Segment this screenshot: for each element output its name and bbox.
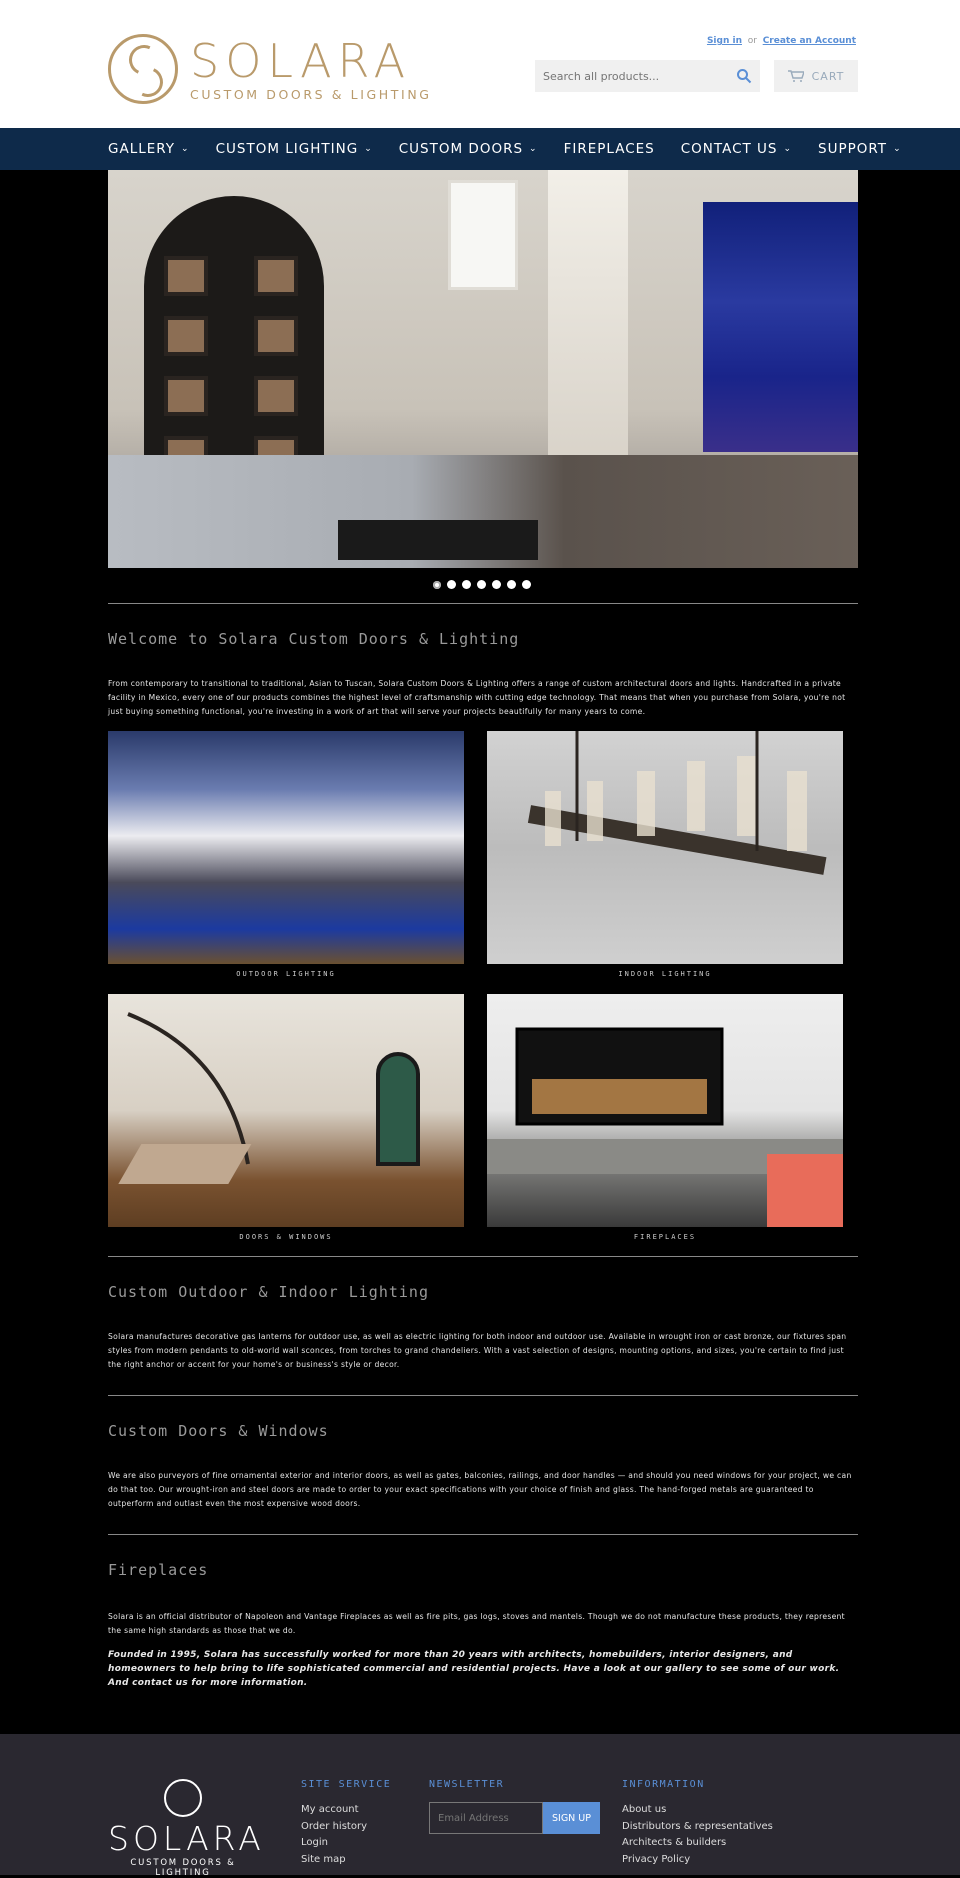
nav-label: CONTACT US	[680, 141, 778, 157]
hero-staircase	[548, 170, 628, 490]
fireplaces-title: Fireplaces	[108, 1561, 209, 1579]
or-text: or	[747, 36, 757, 46]
footer-link-my-account[interactable]: My account	[301, 1804, 359, 1815]
doors-windows-caption[interactable]: DOORS & WINDOWS	[239, 1233, 333, 1241]
search-bar	[535, 60, 760, 92]
divider	[108, 1256, 858, 1257]
outdoor-lighting-tile[interactable]	[108, 731, 464, 964]
slider-dot[interactable]	[477, 580, 486, 589]
slider-dot[interactable]	[507, 580, 516, 589]
logo-mark-icon	[108, 34, 178, 104]
sign-in-link[interactable]: Sign in	[706, 36, 742, 46]
footer-logo[interactable]	[108, 1779, 265, 1878]
site-footer	[0, 1734, 960, 1878]
newsletter-form	[429, 1802, 600, 1834]
doors-image	[108, 994, 464, 1227]
logo-mark-icon	[164, 1779, 202, 1817]
lighting-title: Custom Outdoor & Indoor Lighting	[108, 1283, 429, 1301]
chandelier-image	[487, 731, 843, 964]
slider-dots	[433, 580, 537, 589]
divider	[108, 1534, 858, 1535]
welcome-body: From contemporary to transitional to traditional, Asian to Tuscan, Solara Custom Doors & Lighting offers a range of custom architectural doors and lights. Handcrafted in a private facility in Mexico, every one of our products combines the highest level of craftsmanship with cutting edge technology. That means that when you purchase from Solara, you're not just buying something functional, you're investing in a work of art that will serve your projects beautifully for many years to come.	[108, 679, 846, 716]
footer-link-privacy[interactable]: Privacy Policy	[622, 1853, 691, 1865]
nav-gallery[interactable]	[108, 141, 190, 157]
nav-custom-doors[interactable]	[399, 141, 538, 157]
slider-dot[interactable]	[462, 580, 471, 589]
nav-label: FIREPLACES	[563, 141, 655, 157]
search-input[interactable]	[543, 70, 723, 83]
chevron-down-icon: ⌄	[529, 144, 538, 154]
hero-window	[448, 180, 518, 290]
newsletter-heading: NEWSLETTER	[429, 1779, 505, 1790]
fireplaces-caption[interactable]: FIREPLACES	[633, 1233, 697, 1241]
information-heading: INFORMATION	[622, 1779, 705, 1790]
footer-link-about-us[interactable]: About us	[622, 1804, 667, 1815]
fireplaces-body: Solara is an official distributor of Napoleon and Vantage Fireplaces as well as fire pits, gas logs, stoves and mantels. Though we do not manufacture these products, they represent the same high standards as those that we do.	[108, 1612, 845, 1635]
outdoor-lighting-caption[interactable]: OUTDOOR LIGHTING	[236, 970, 336, 978]
hero-slide-image[interactable]	[108, 170, 858, 568]
nav-custom-lighting[interactable]	[216, 141, 373, 157]
logo-tagline: CUSTOM DOORS & LIGHTING	[190, 86, 432, 102]
doors-title: Custom Doors & Windows	[108, 1422, 329, 1440]
hero-table	[338, 520, 538, 560]
footer-link-site-map[interactable]: Site map	[301, 1853, 346, 1865]
nav-label: SUPPORT	[818, 141, 888, 157]
hero-artwork	[703, 202, 858, 452]
slider-dot[interactable]	[522, 580, 531, 589]
slider-dot[interactable]	[447, 580, 456, 589]
nav-label: CUSTOM DOORS	[398, 141, 524, 157]
cart-icon	[788, 70, 804, 82]
information-column	[622, 1779, 773, 1868]
slider-dot[interactable]	[492, 580, 501, 589]
footer-logo-tagline: CUSTOM DOORS & LIGHTING	[130, 1858, 236, 1878]
chevron-down-icon: ⌄	[364, 144, 373, 154]
site-service-heading: SITE SERVICE	[301, 1779, 392, 1790]
nav-label: GALLERY	[108, 141, 176, 157]
cart-label: CART	[811, 69, 845, 83]
nav-contact-us[interactable]	[681, 141, 792, 157]
indoor-lighting-caption[interactable]: INDOOR LIGHTING	[618, 970, 712, 978]
footer-link-architects[interactable]: Architects & builders	[622, 1837, 727, 1848]
chevron-down-icon: ⌄	[181, 144, 190, 154]
newsletter-email-input[interactable]	[429, 1802, 543, 1834]
divider	[108, 603, 858, 604]
slider-dot[interactable]	[433, 581, 441, 589]
chevron-down-icon: ⌄	[783, 144, 793, 154]
doors-body: We are also purveyors of fine ornamental exterior and interior doors, as well as gates, balconies, railings, and door handles — and should you need windows for your project, we can do that too. Our wrought-iron and steel doors are made to order to your exact specifications with your choice of finish and glass. The hand-forged metals are guaranteed to outperform and outlast even the most expensive wood doors.	[108, 1471, 852, 1508]
site-logo[interactable]	[108, 34, 432, 104]
nav-support[interactable]	[818, 141, 902, 157]
lighting-body: Solara manufactures decorative gas lanterns for outdoor use, as well as electric lighting for both indoor and outdoor use. Available in wrought iron or cast bronze, our fixtures span styles from modern pendants to old-world wall sconces, from torches to grand chandeliers. With a vast selection of designs, mounting options, and sizes, you're certain to find just the right anchor or accent for your home's or business's style or decor.	[108, 1332, 847, 1369]
footer-link-login[interactable]: Login	[301, 1837, 328, 1848]
account-links	[707, 36, 856, 46]
nav-label: CUSTOM LIGHTING	[215, 141, 359, 157]
chevron-down-icon: ⌄	[893, 144, 902, 154]
nav-fireplaces[interactable]	[564, 141, 655, 157]
newsletter-column	[429, 1779, 600, 1834]
logo-name: SOLARA	[190, 33, 412, 88]
site-service-column	[301, 1779, 391, 1868]
fireplaces-tile[interactable]	[487, 994, 843, 1227]
footer-link-distributors[interactable]: Distributors & representatives	[622, 1820, 773, 1832]
site-header	[0, 0, 960, 128]
divider	[108, 1395, 858, 1396]
main-nav	[0, 128, 960, 170]
search-icon[interactable]	[736, 68, 752, 84]
welcome-title: Welcome to Solara Custom Doors & Lighting	[108, 630, 520, 648]
doors-windows-tile[interactable]	[108, 994, 464, 1227]
cart-button[interactable]	[774, 60, 858, 92]
newsletter-signup-button[interactable]: SIGN UP	[543, 1802, 600, 1834]
company-tagline: Founded in 1995, Solara has successfully worked for more than 20 years with architects, homebuilders, interior designers, and homeowners to help bring to life sophisticated commercial and residential projects. Have a look at our gallery to see some of our work. And contact us for more information.	[108, 1650, 840, 1688]
fireplace-image	[487, 994, 843, 1227]
create-account-link[interactable]: Create an Account	[762, 36, 856, 46]
indoor-lighting-tile[interactable]	[487, 731, 843, 964]
footer-logo-name: SOLARA	[108, 1819, 265, 1858]
footer-link-order-history[interactable]: Order history	[301, 1820, 367, 1832]
